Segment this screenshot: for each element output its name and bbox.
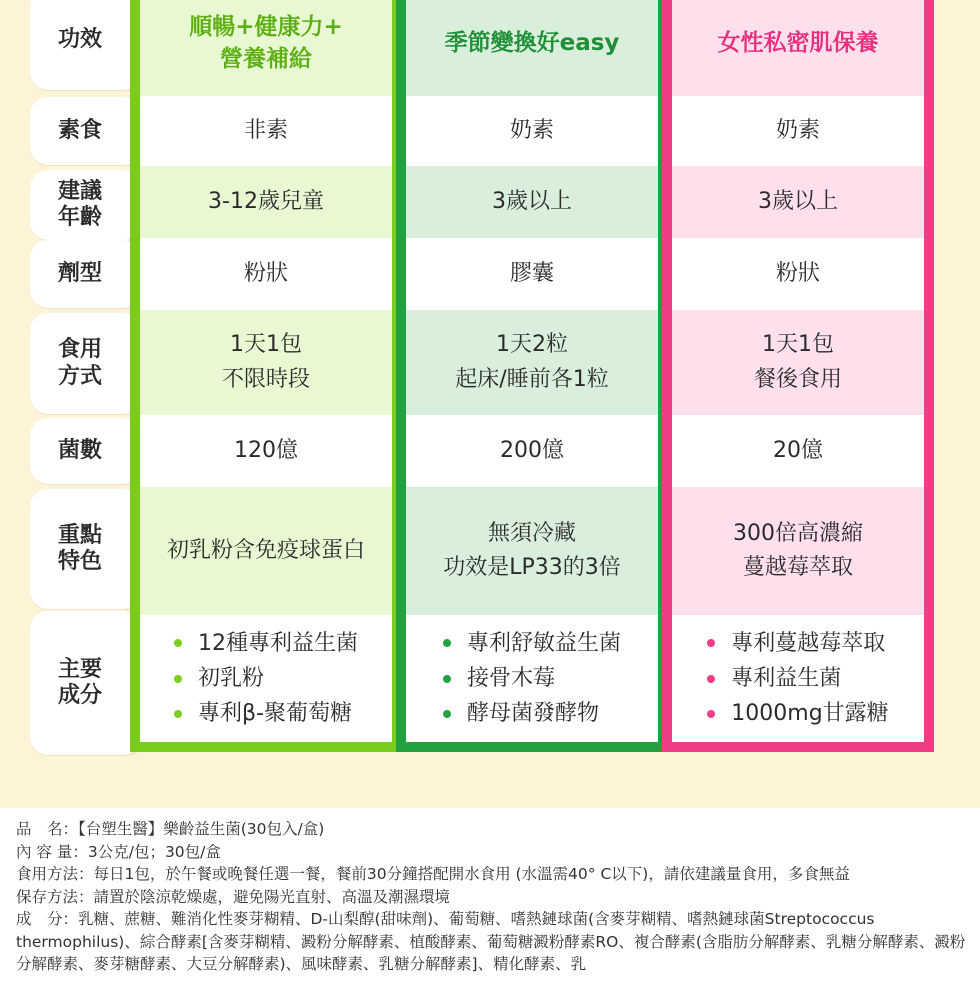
cell-header: [140, 0, 392, 96]
info-volume: 內 容 量：3公克/包；30包/盒: [16, 842, 221, 861]
cell-text: 1天1包: [230, 332, 302, 358]
cell-header: [406, 0, 658, 96]
bullet-dot-icon: [443, 639, 451, 647]
list-item: 12種專利益生菌: [174, 626, 358, 661]
cell-form: [140, 238, 392, 310]
cell-usage: [672, 310, 924, 415]
cell-ingredients: [406, 615, 658, 742]
ingredient-list: [174, 626, 358, 732]
cell-feature: [672, 487, 924, 615]
list-item: 專利舒敏益生菌: [443, 626, 621, 661]
row-label: 劑型: [30, 240, 145, 308]
cell-feature: [140, 487, 392, 615]
bullet-dot-icon: [707, 639, 715, 647]
list-item: 專利蔓越莓萃取: [707, 626, 888, 661]
list-item: 專利益生菌: [707, 661, 888, 696]
cell-text: 200億: [500, 437, 564, 463]
cell-text: 起床/睡前各1粒: [455, 366, 609, 392]
list-item: 專利β-聚葡萄糖: [174, 696, 358, 731]
list-item: 接骨木莓: [443, 661, 621, 696]
info-storage: 保存方法：請置於陰涼乾燥處，避免陽光直射、高溫及潮濕環境: [16, 887, 451, 906]
row-label: 素食: [30, 97, 145, 165]
ingredient-list: [443, 626, 621, 732]
info-usage: 食用方法：每日1包，於午餐或晚餐任選一餐，餐前30分鐘搭配開水食用 (水溫需40° C以下)，請依建議量食用，多食無益: [16, 865, 850, 883]
cell-count: [140, 415, 392, 487]
list-item: 初乳粉: [174, 661, 358, 696]
cell-age: [672, 166, 924, 238]
cell-text: 120億: [234, 437, 298, 463]
cell-age: [406, 166, 658, 238]
cell-count: [672, 415, 924, 487]
cell-text: 膠囊: [509, 260, 554, 286]
cell-text: 3歲以上: [758, 188, 838, 214]
cell-text: 3-12歲兒童: [208, 188, 324, 214]
bullet-dot-icon: [174, 639, 182, 647]
row-label: 建議 年齡: [30, 170, 145, 240]
cell-age: [140, 166, 392, 238]
cell-text: 功效是LP33的3倍: [443, 555, 621, 580]
row-label: 功效: [30, 0, 145, 90]
row-label: 食用 方式: [30, 313, 145, 414]
bullet-dot-icon: [443, 710, 451, 718]
cell-text: 女性私密肌保養: [717, 29, 879, 56]
cell-text: 無須冷藏: [487, 520, 576, 546]
bullet-dot-icon: [174, 675, 182, 683]
product-column-1: [130, 0, 402, 752]
cell-text: 粉狀: [243, 260, 288, 286]
product-info: [16, 818, 966, 976]
row-label: 菌數: [30, 418, 145, 484]
cell-vegan: [672, 96, 924, 166]
cell-ingredients: [140, 615, 392, 742]
cell-text: 不限時段: [221, 366, 310, 392]
cell-text: 非素: [243, 117, 288, 143]
cell-form: [672, 238, 924, 310]
cell-ingredients: [672, 615, 924, 742]
cell-usage: [406, 310, 658, 415]
cell-text: 營養補給: [220, 46, 312, 72]
bullet-dot-icon: [443, 675, 451, 683]
cell-text: 1天1包: [762, 332, 834, 358]
cell-vegan: [140, 96, 392, 166]
cell-text: 季節變換好easy: [444, 29, 620, 56]
product-column-2: [396, 0, 668, 752]
ingredient-list: [707, 626, 888, 732]
cell-text: 順暢+健康力+: [189, 13, 343, 40]
row-label: 重點 特色: [30, 489, 145, 609]
cell-vegan: [406, 96, 658, 166]
info-name: 品 名：【台塑生醫】樂齡益生菌(30包入/盒): [16, 820, 325, 838]
row-label: 主要 成分: [30, 611, 145, 755]
cell-usage: [140, 310, 392, 415]
info-ingredients: 成 分：乳糖、蔗糖、難消化性麥芽糊精、D-山梨醇(甜味劑)、葡萄糖、嗜熱鏈球菌(含麥芽糊精、嗜熱鏈球菌Streptococcus thermophilus)、綜合酵素[含麥芽糊精、澱粉分解酵素、植酸酵素、葡萄糖澱粉酵素RO、複合酵素(含脂肪分解酵素、乳糖分解酵素、澱粉分解酵素、麥芽糖酵素、大豆分解酵素)、風味酵素、乳糖分解酵素]、精化酵素、乳: [16, 910, 966, 973]
cell-feature: [406, 487, 658, 615]
list-item: 1000mg甘露糖: [707, 696, 888, 731]
list-item: 酵母菌發酵物: [443, 696, 621, 731]
product-column-3: [662, 0, 934, 752]
cell-text: 蔓越莓萃取: [742, 555, 853, 580]
cell-count: [406, 415, 658, 487]
bullet-dot-icon: [707, 710, 715, 718]
bullet-dot-icon: [707, 675, 715, 683]
cell-text: 餐後食用: [753, 366, 842, 392]
bullet-dot-icon: [174, 710, 182, 718]
cell-text: 粉狀: [775, 260, 820, 286]
cell-form: [406, 238, 658, 310]
cell-text: 300倍高濃縮: [733, 520, 863, 546]
cell-text: 奶素: [775, 117, 820, 143]
cell-header: [672, 0, 924, 96]
cell-text: 1天2粒: [496, 332, 568, 358]
cell-text: 20億: [773, 437, 823, 463]
cell-text: 奶素: [509, 117, 554, 143]
cell-text: 3歲以上: [492, 188, 572, 214]
cell-text: 初乳粉含免疫球蛋白: [166, 537, 365, 563]
